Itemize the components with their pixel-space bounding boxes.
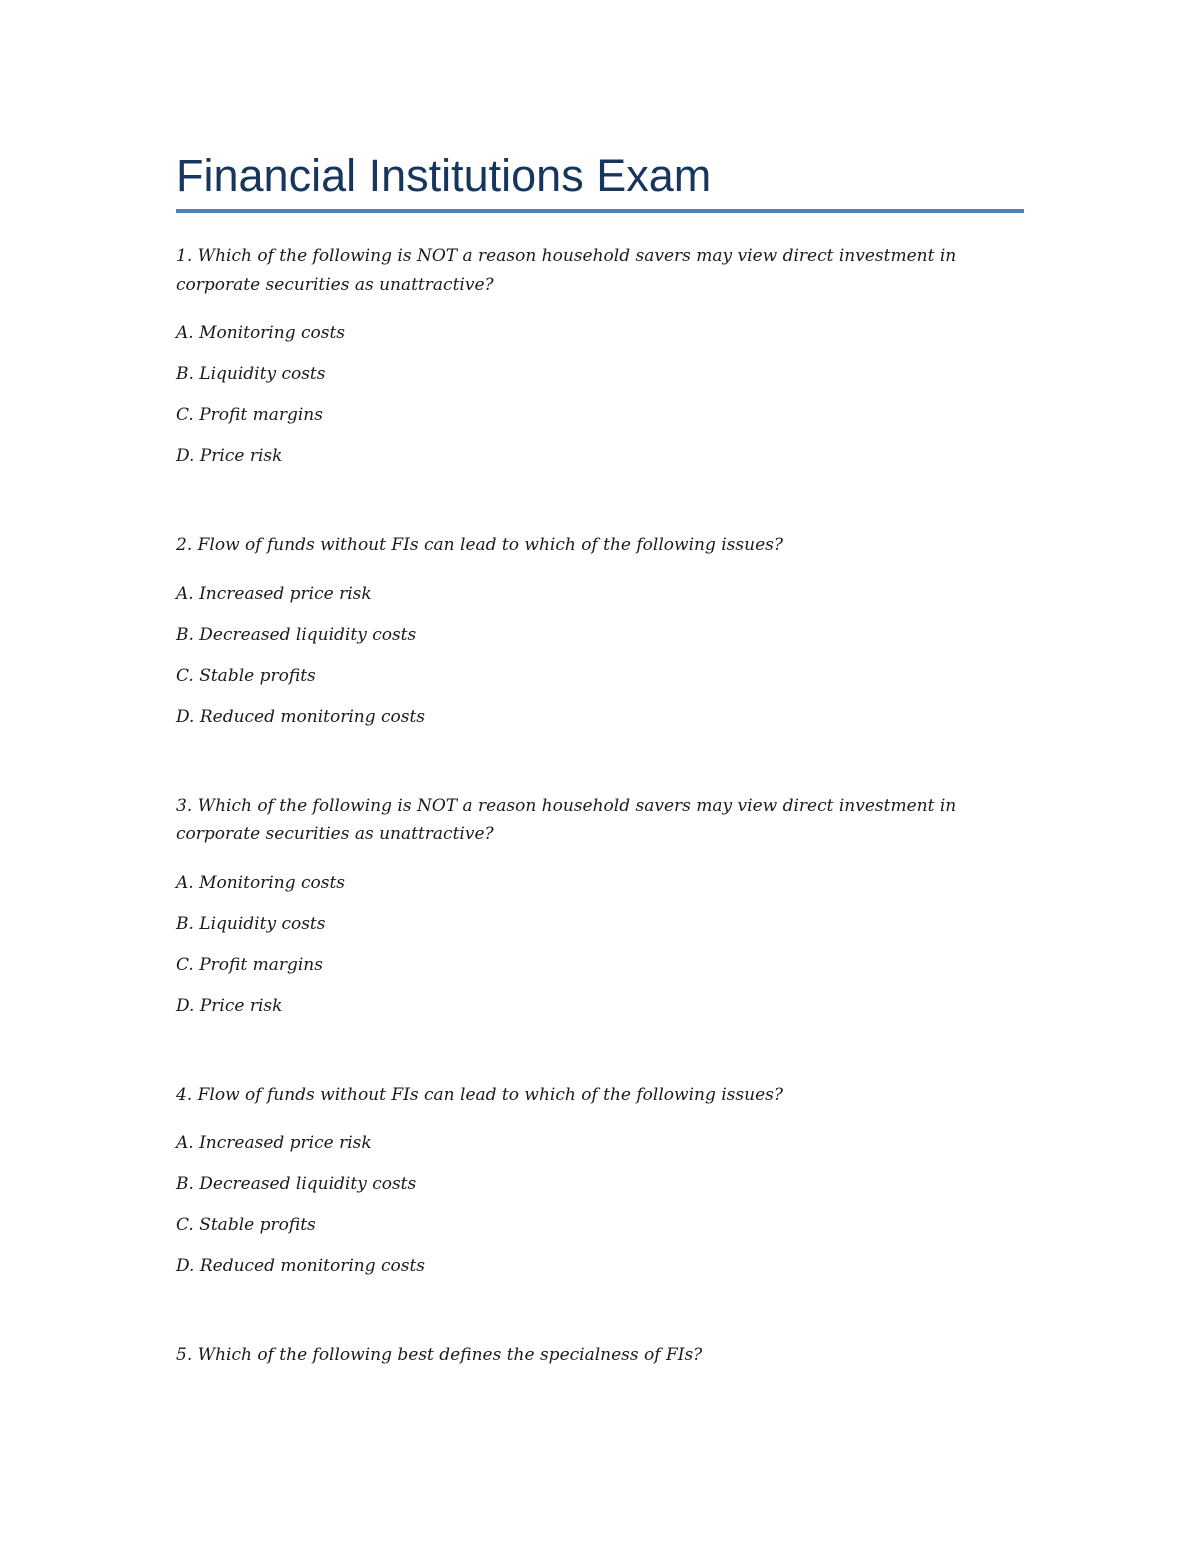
question-2-option-b: B. Decreased liquidity costs xyxy=(176,625,417,645)
question-3-option-c: C. Profit margins xyxy=(176,955,323,975)
question-4-stem-line-1: 4. Flow of funds without FIs can lead to which of the following issues? xyxy=(176,1085,783,1105)
question-4-option-d: D. Reduced monitoring costs xyxy=(176,1256,426,1276)
question-1-stem-line-2: corporate securities as unattractive? xyxy=(176,275,494,295)
title-underline xyxy=(176,209,1024,213)
question-1-option-d: D. Price risk xyxy=(176,446,283,466)
question-2-option-a: A. Increased price risk xyxy=(176,584,372,604)
question-2-option-c: C. Stable profits xyxy=(176,666,316,686)
question-2-option-d: D. Reduced monitoring costs xyxy=(176,707,426,727)
question-1-option-b: B. Liquidity costs xyxy=(176,364,326,384)
question-4-option-b: B. Decreased liquidity costs xyxy=(176,1174,417,1194)
question-1-option-c: C. Profit margins xyxy=(176,405,323,425)
question-1-stem-line-1: 1. Which of the following is NOT a reason household savers may view direct investment in xyxy=(176,246,957,266)
question-4-option-c: C. Stable profits xyxy=(176,1215,316,1235)
question-3-option-a: A. Monitoring costs xyxy=(176,873,346,893)
question-4-option-a: A. Increased price risk xyxy=(176,1133,372,1153)
question-3-option-d: D. Price risk xyxy=(176,996,283,1016)
question-1-option-a: A. Monitoring costs xyxy=(176,323,346,343)
question-3-stem-line-2: corporate securities as unattractive? xyxy=(176,824,494,844)
question-3-stem-line-1: 3. Which of the following is NOT a reason household savers may view direct investment in xyxy=(176,796,957,816)
question-2-stem-line-1: 2. Flow of funds without FIs can lead to which of the following issues? xyxy=(176,535,783,555)
page-title: Financial Institutions Exam xyxy=(176,150,712,201)
question-3-option-b: B. Liquidity costs xyxy=(176,914,326,934)
question-5-stem-line-1: 5. Which of the following best defines the specialness of FIs? xyxy=(176,1345,703,1365)
